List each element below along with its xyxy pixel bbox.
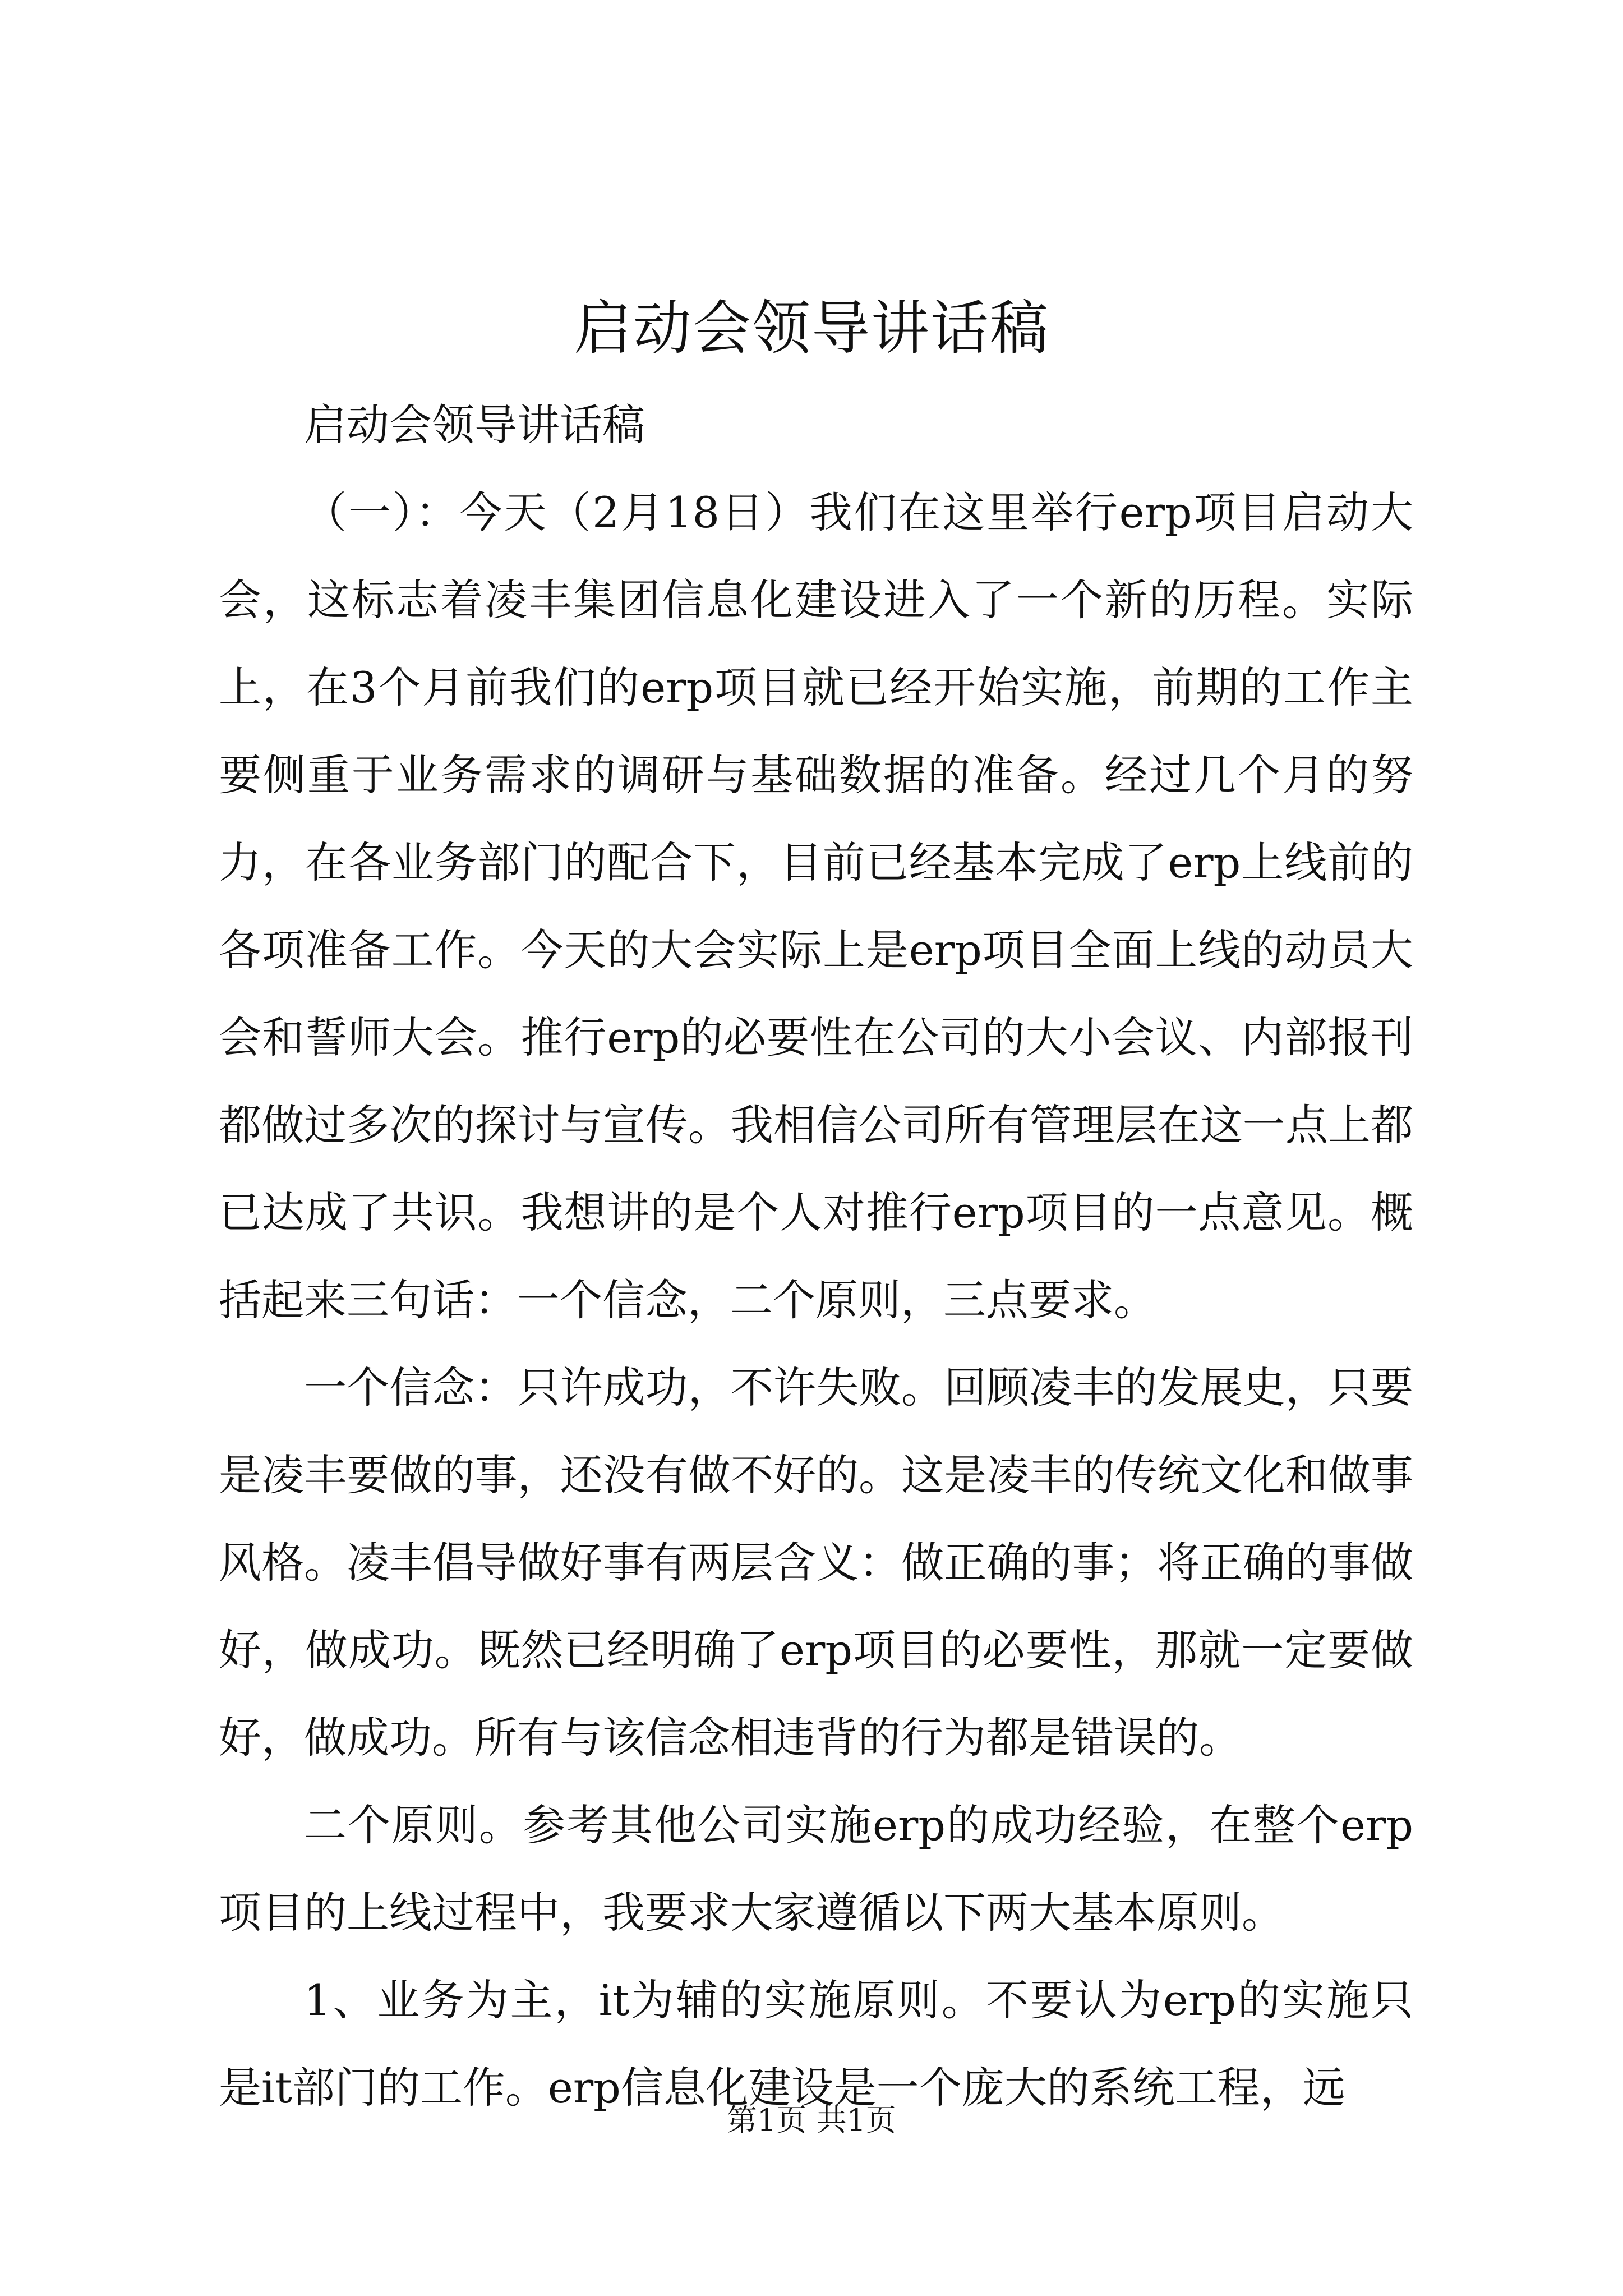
paragraph-principle-one: 1、业务为主，it为辅的实施原则。不要认为erp的实施只是it部门的工作。erp信息化建设是一个庞大的系统工程，远 bbox=[219, 1975, 1413, 2113]
document-title: 启动会领导讲话稿 bbox=[573, 294, 1049, 362]
page-footer: 第1页 共1页 bbox=[727, 2102, 896, 2138]
paragraph-intro: （一）：今天（2月18日）我们在这里举行erp项目启动大会，这标志着凌丰集团信息化建设进入了一个新的历程。实际上，在3个月前我们的erp项目就已经开始实施，前期的工作主要侧重于业务需求的调研与基础数据的准备。经过几个月的努力，在各业务部门的配合下，目前已经基本完成了erp上线前的各项准备工作。今天的大会实际上是erp项目全面上线的动员大会和誓师大会。推行erp的必要性在公司的大小会议、内部报刊都做过多次的探讨与宣传。我相信公司所有管理层在这一点上都已达成了共识。我想讲的是个人对推行erp项目的一点意见。概括起来三句话：一个信念，二个原则，三点要求。 bbox=[219, 487, 1413, 1325]
document-body bbox=[219, 381, 1413, 2132]
paragraph-belief: 一个信念：只许成功，不许失败。回顾凌丰的发展史，只要是凌丰要做的事，还没有做不好的。这是凌丰的传统文化和做事风格。凌丰倡导做好事有两层含义：做正确的事；将正确的事做好，做成功。既然已经明确了erp项目的必要性，那就一定要做好，做成功。所有与该信念相违背的行为都是错误的。 bbox=[219, 1363, 1413, 1763]
paragraph-principles: 二个原则。参考其他公司实施erp的成功经验，在整个erp项目的上线过程中，我要求大家遵循以下两大基本原则。 bbox=[219, 1800, 1413, 1938]
paragraph-subtitle: 启动会领导讲话稿 bbox=[304, 400, 645, 450]
